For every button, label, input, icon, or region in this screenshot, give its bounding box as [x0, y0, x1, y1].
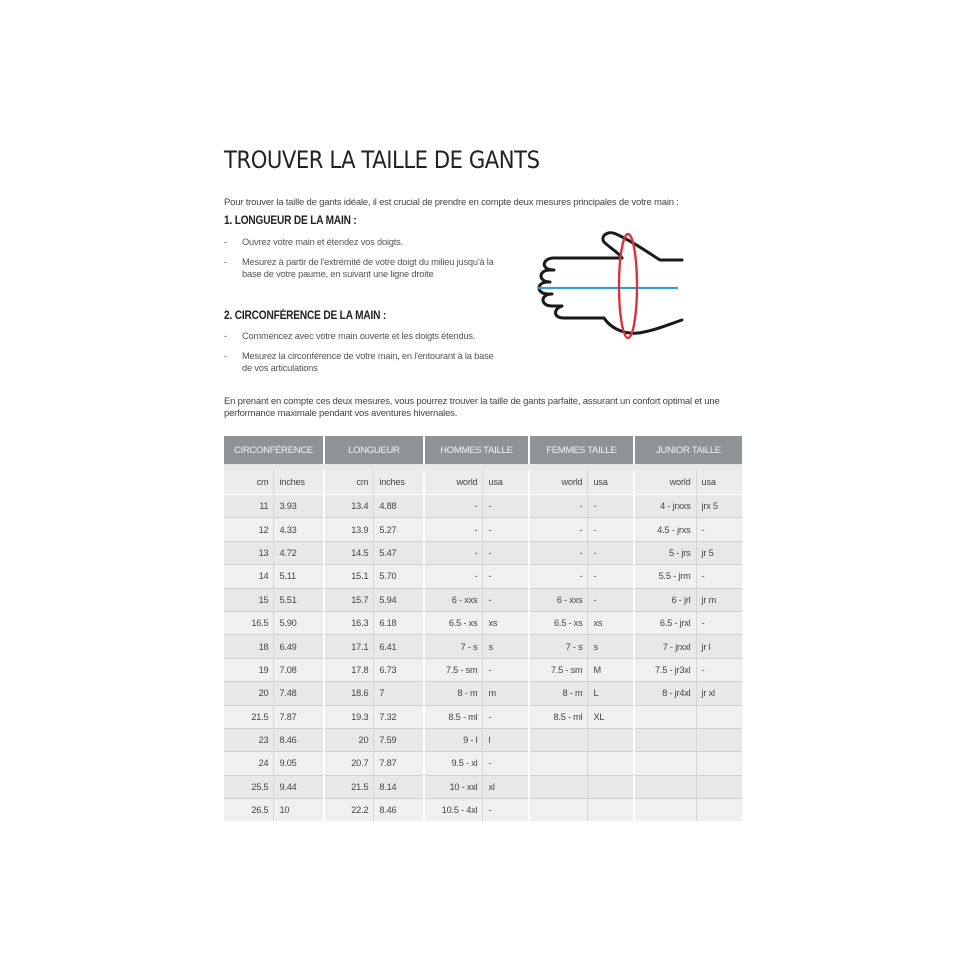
table-cell: 23 — [224, 728, 274, 751]
table-cell: jr m — [696, 588, 742, 611]
table-cell: 7 - s — [529, 635, 588, 658]
table-header-cell: JUNIOR TAILLE — [634, 436, 742, 464]
table-cell: M — [588, 658, 634, 681]
list-item: - Commencez avec votre main ouverte et les doigts étendus. — [224, 331, 476, 341]
intro-text: Pour trouver la taille de gants idéale, il est crucial de prendre en compte deux mesures principales de votre main : — [224, 197, 679, 208]
table-cell: 8.5 - ml — [424, 705, 483, 728]
table-cell — [588, 728, 634, 751]
table-cell: 6 - jrl — [634, 588, 696, 611]
table-cell: 21.5 — [224, 705, 274, 728]
table-cell: 18 — [224, 635, 274, 658]
table-cell: 13 — [224, 541, 274, 564]
table-cell: 22.2 — [324, 799, 374, 822]
table-cell: 7.87 — [374, 752, 424, 775]
table-cell: - — [483, 799, 529, 822]
table-cell: 4.72 — [274, 541, 324, 564]
table-cell: s — [588, 635, 634, 658]
table-row — [224, 799, 742, 822]
table-cell: 14 — [224, 565, 274, 588]
page-title: TROUVER LA TAILLE DE GANTS — [224, 146, 540, 174]
table-cell — [696, 728, 742, 751]
table-header-row — [224, 436, 742, 464]
table-cell: 4 - jrxxs — [634, 495, 696, 518]
table-subheader-cell: inches — [274, 470, 324, 495]
table-cell: 5.11 — [274, 565, 324, 588]
table-cell: - — [483, 658, 529, 681]
table-cell: m — [483, 682, 529, 705]
table-cell: - — [424, 565, 483, 588]
table-cell: 5.5 - jrm — [634, 565, 696, 588]
table-cell: 13.9 — [324, 518, 374, 541]
table-cell: L — [588, 682, 634, 705]
table-cell: 6 - xxs — [529, 588, 588, 611]
table-cell: 8 - m — [424, 682, 483, 705]
table-cell: 10.5 - 4xl — [424, 799, 483, 822]
outro-text: En prenant en compte ces deux mesures, vous pourrez trouver la taille de gants parfaite, assurant un confort optimal et une performance maximale pendant vos aventures hivernales. — [224, 396, 720, 419]
table-cell — [696, 705, 742, 728]
table-cell: 10 - xxl — [424, 775, 483, 798]
table-cell: 7.48 — [274, 682, 324, 705]
table-cell — [634, 775, 696, 798]
table-cell: 6.41 — [374, 635, 424, 658]
table-cell: 7.08 — [274, 658, 324, 681]
table-cell: - — [588, 518, 634, 541]
table-cell: - — [529, 541, 588, 564]
table-cell: 7.5 - jr3xl — [634, 658, 696, 681]
size-table — [224, 436, 742, 821]
table-cell: 24 — [224, 752, 274, 775]
table-cell: 4.33 — [274, 518, 324, 541]
table-cell — [696, 775, 742, 798]
table-cell: 9.05 — [274, 752, 324, 775]
table-row — [224, 518, 742, 541]
table-cell: 17.1 — [324, 635, 374, 658]
table-cell: 10 — [274, 799, 324, 822]
table-cell: 6.49 — [274, 635, 324, 658]
table-cell: l — [483, 728, 529, 751]
table-cell — [634, 799, 696, 822]
table-cell — [696, 799, 742, 822]
table-cell: 8.46 — [274, 728, 324, 751]
table-cell: 12 — [224, 518, 274, 541]
table-cell: 21.5 — [324, 775, 374, 798]
table-cell: - — [483, 541, 529, 564]
table-cell: 8.46 — [374, 799, 424, 822]
table-cell: xs — [483, 611, 529, 634]
table-cell: - — [696, 565, 742, 588]
table-row — [224, 635, 742, 658]
table-cell: - — [529, 495, 588, 518]
table-header-cell: FEMMES TAILLE — [529, 436, 634, 464]
table-cell: 8.5 - ml — [529, 705, 588, 728]
table-cell: - — [696, 518, 742, 541]
table-cell: xs — [588, 611, 634, 634]
table-cell: 5.90 — [274, 611, 324, 634]
table-cell — [588, 775, 634, 798]
table-cell: - — [483, 518, 529, 541]
table-cell: 6.73 — [374, 658, 424, 681]
table-cell: - — [483, 588, 529, 611]
table-cell: 5.94 — [374, 588, 424, 611]
table-row — [224, 658, 742, 681]
table-cell: - — [588, 495, 634, 518]
table-cell: 8 - jr4xl — [634, 682, 696, 705]
table-cell — [634, 705, 696, 728]
table-cell: 4.5 - jrxs — [634, 518, 696, 541]
table-cell: 7.5 - sm — [424, 658, 483, 681]
list-item: - Mesurez la circonférence de votre main, en l'entourant à la base de vos articulations — [224, 351, 494, 374]
table-cell: 14.5 — [324, 541, 374, 564]
table-cell: 7 — [374, 682, 424, 705]
table-cell: 6.18 — [374, 611, 424, 634]
table-row — [224, 728, 742, 751]
table-cell: 11 — [224, 495, 274, 518]
table-row — [224, 611, 742, 634]
table-subheader-cell: inches — [374, 470, 424, 495]
section-circumference-list — [224, 330, 494, 383]
table-cell: 7 - s — [424, 635, 483, 658]
table-cell: 6.5 - jrxl — [634, 611, 696, 634]
table-cell: 19.3 — [324, 705, 374, 728]
table-row — [224, 705, 742, 728]
table-cell: 20 — [224, 682, 274, 705]
table-cell: 5.51 — [274, 588, 324, 611]
table-cell: jrx 5 — [696, 495, 742, 518]
table-cell: 6 - xxs — [424, 588, 483, 611]
table-cell: 7.59 — [374, 728, 424, 751]
table-cell: 25.5 — [224, 775, 274, 798]
table-subheader-cell: usa — [696, 470, 742, 495]
table-cell: XL — [588, 705, 634, 728]
table-cell: - — [424, 495, 483, 518]
table-row — [224, 495, 742, 518]
table-cell — [588, 799, 634, 822]
table-cell: - — [483, 752, 529, 775]
table-cell: 15.1 — [324, 565, 374, 588]
table-cell: 17.8 — [324, 658, 374, 681]
list-item: - Mesurez à partir de l'extrémité de votre doigt du milieu jusqu'à la base de votre paume, en suivant une ligne droite — [224, 257, 494, 280]
table-cell: 15 — [224, 588, 274, 611]
table-header-cell: HOMMES TAILLE — [424, 436, 529, 464]
table-cell: 5.27 — [374, 518, 424, 541]
table-cell: - — [483, 705, 529, 728]
table-subheader-cell: usa — [483, 470, 529, 495]
table-cell: - — [696, 611, 742, 634]
table-cell: 13.4 — [324, 495, 374, 518]
table-cell: 9.44 — [274, 775, 324, 798]
table-cell — [529, 799, 588, 822]
table-subheader-cell: cm — [324, 470, 374, 495]
table-cell: - — [588, 588, 634, 611]
table-cell: 7.32 — [374, 705, 424, 728]
table-cell: 18.6 — [324, 682, 374, 705]
table-cell: 9.5 - xl — [424, 752, 483, 775]
table-row — [224, 682, 742, 705]
table-cell: 6.5 - xs — [529, 611, 588, 634]
table-cell: 5.47 — [374, 541, 424, 564]
table-cell: jr l — [696, 635, 742, 658]
table-cell: - — [483, 495, 529, 518]
table-subheader-cell: world — [529, 470, 588, 495]
table-header-cell: LONGUEUR — [324, 436, 424, 464]
table-cell: - — [529, 518, 588, 541]
table-cell: - — [529, 565, 588, 588]
table-cell: 19 — [224, 658, 274, 681]
table-cell: - — [483, 565, 529, 588]
table-row — [224, 775, 742, 798]
table-cell: jr 5 — [696, 541, 742, 564]
table-cell — [634, 752, 696, 775]
table-subheader-row — [224, 470, 742, 495]
table-cell: 7.87 — [274, 705, 324, 728]
table-cell: 8 - m — [529, 682, 588, 705]
table-cell: - — [424, 541, 483, 564]
table-cell: 20.7 — [324, 752, 374, 775]
table-cell: 6.5 - xs — [424, 611, 483, 634]
table-subheader-cell: cm — [224, 470, 274, 495]
table-cell: jr xl — [696, 682, 742, 705]
table-cell: - — [588, 565, 634, 588]
table-row — [224, 588, 742, 611]
table-cell — [529, 775, 588, 798]
table-subheader-cell: usa — [588, 470, 634, 495]
hand-outline — [539, 233, 682, 334]
table-row — [224, 565, 742, 588]
table-cell: s — [483, 635, 529, 658]
table-cell: 16.5 — [224, 611, 274, 634]
section-circumference-title: 2. CIRCONFÉRENCE DE LA MAIN : — [224, 310, 387, 322]
table-cell: 16.3 — [324, 611, 374, 634]
hand-outline-icon — [532, 228, 692, 346]
table-cell — [529, 728, 588, 751]
table-cell: xl — [483, 775, 529, 798]
table-cell: 4.88 — [374, 495, 424, 518]
circumference-measure-ring — [619, 234, 637, 338]
table-subheader-cell: world — [424, 470, 483, 495]
table-row — [224, 752, 742, 775]
table-cell: - — [588, 541, 634, 564]
table-cell: - — [696, 658, 742, 681]
table-subheader-cell: world — [634, 470, 696, 495]
table-cell — [529, 752, 588, 775]
table-cell — [634, 728, 696, 751]
table-row — [224, 541, 742, 564]
list-item: - Ouvrez votre main et étendez vos doigts. — [224, 237, 403, 247]
table-cell — [588, 752, 634, 775]
table-cell: - — [424, 518, 483, 541]
table-cell: 20 — [324, 728, 374, 751]
table-cell: 8.14 — [374, 775, 424, 798]
section-length-list — [224, 236, 494, 289]
table-cell: 5 - jrs — [634, 541, 696, 564]
table-cell: 26.5 — [224, 799, 274, 822]
table-header-cell: CIRCONFÉRENCE — [224, 436, 324, 464]
table-cell: 7 - jrxxl — [634, 635, 696, 658]
table-cell: 3.93 — [274, 495, 324, 518]
table-cell: 5.70 — [374, 565, 424, 588]
section-length-title: 1. LONGUEUR DE LA MAIN : — [224, 215, 357, 227]
table-cell: 9 - l — [424, 728, 483, 751]
table-cell — [696, 752, 742, 775]
table-cell: 7.5 - sm — [529, 658, 588, 681]
table-cell: 15.7 — [324, 588, 374, 611]
